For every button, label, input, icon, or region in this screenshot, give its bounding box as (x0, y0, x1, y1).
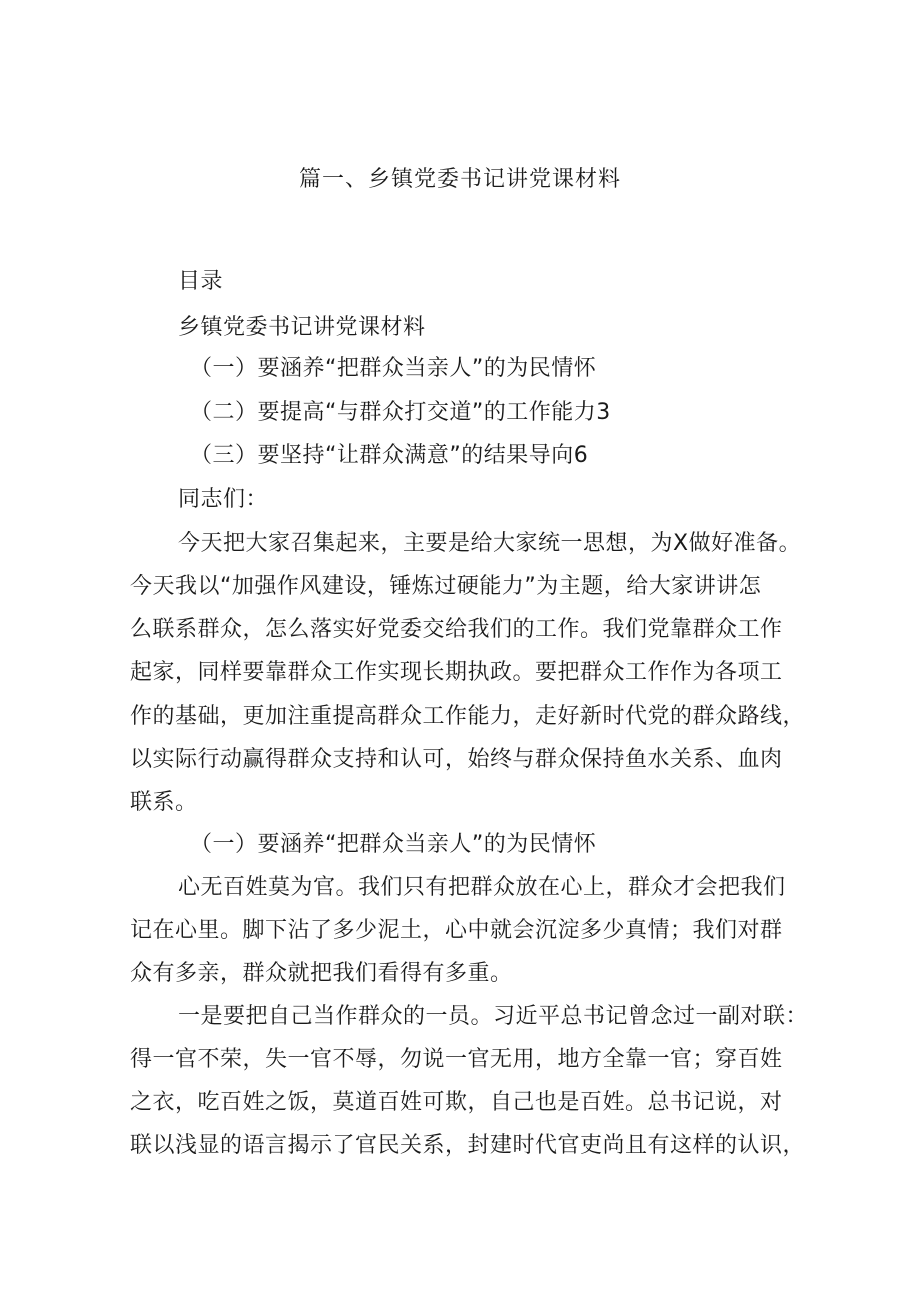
paragraph-line: 今天我以“加强作风建设，锤炼过硬能力”为主题，给大家讲讲怎 (130, 574, 762, 599)
paragraph-line: 众有多亲，群众就把我们看得有多重。 (130, 961, 513, 986)
paragraph-line: 联以浅显的语言揭示了官民关系，封建时代官吏尚且有这样的认识， (130, 1133, 806, 1158)
toc-item-3: （三）要坚持“让群众满意”的结果导向6 (190, 443, 589, 468)
paragraph-line: 今天把大家召集起来，主要是给大家统一思想，为X做好准备。 (178, 531, 802, 556)
paragraph-line: 记在心里。脚下沾了多少泥土，心中就会沉淀多少真情；我们对群 (130, 918, 783, 943)
paragraph-line: 得一官不荣，失一官不辱，勿说一官无用，地方全靠一官；穿百姓 (130, 1047, 783, 1072)
toc-main-entry: 乡镇党委书记讲党课材料 (178, 315, 426, 340)
paragraph-line: 心无百姓莫为官。我们只有把群众放在心上，群众才会把我们 (178, 875, 786, 900)
toc-heading: 目录 (178, 269, 224, 294)
toc-item-2: （二）要提高“与群众打交道”的工作能力3 (190, 400, 611, 425)
paragraph-line: 么联系群众，怎么落实好党委交给我们的工作。我们党靠群众工作 (130, 617, 783, 642)
paragraph-line: 以实际行动赢得群众支持和认可，始终与群众保持鱼水关系、血肉 (130, 747, 783, 772)
paragraph-line: 之衣，吃百姓之饭，莫道百姓可欺，自己也是百姓。总书记说，对 (130, 1090, 783, 1115)
paragraph-line: 联系。 (130, 790, 198, 815)
salutation: 同志们： (178, 487, 269, 512)
section-heading-1: （一）要涵养“把群众当亲人”的为民情怀 (190, 832, 597, 857)
document-title: 篇一、乡镇党委书记讲党课材料 (298, 167, 621, 192)
paragraph-line: 一是要把自己当作群众的一员。习近平总书记曾念过一副对联： (178, 1004, 809, 1029)
paragraph-line: 起家，同样要靠群众工作实现长期执政。要把群众工作作为各项工 (130, 660, 783, 685)
paragraph-line: 作的基础，更加注重提高群众工作能力，走好新时代党的群众路线， (130, 704, 806, 729)
toc-item-1: （一）要涵养“把群众当亲人”的为民情怀 (190, 356, 597, 381)
